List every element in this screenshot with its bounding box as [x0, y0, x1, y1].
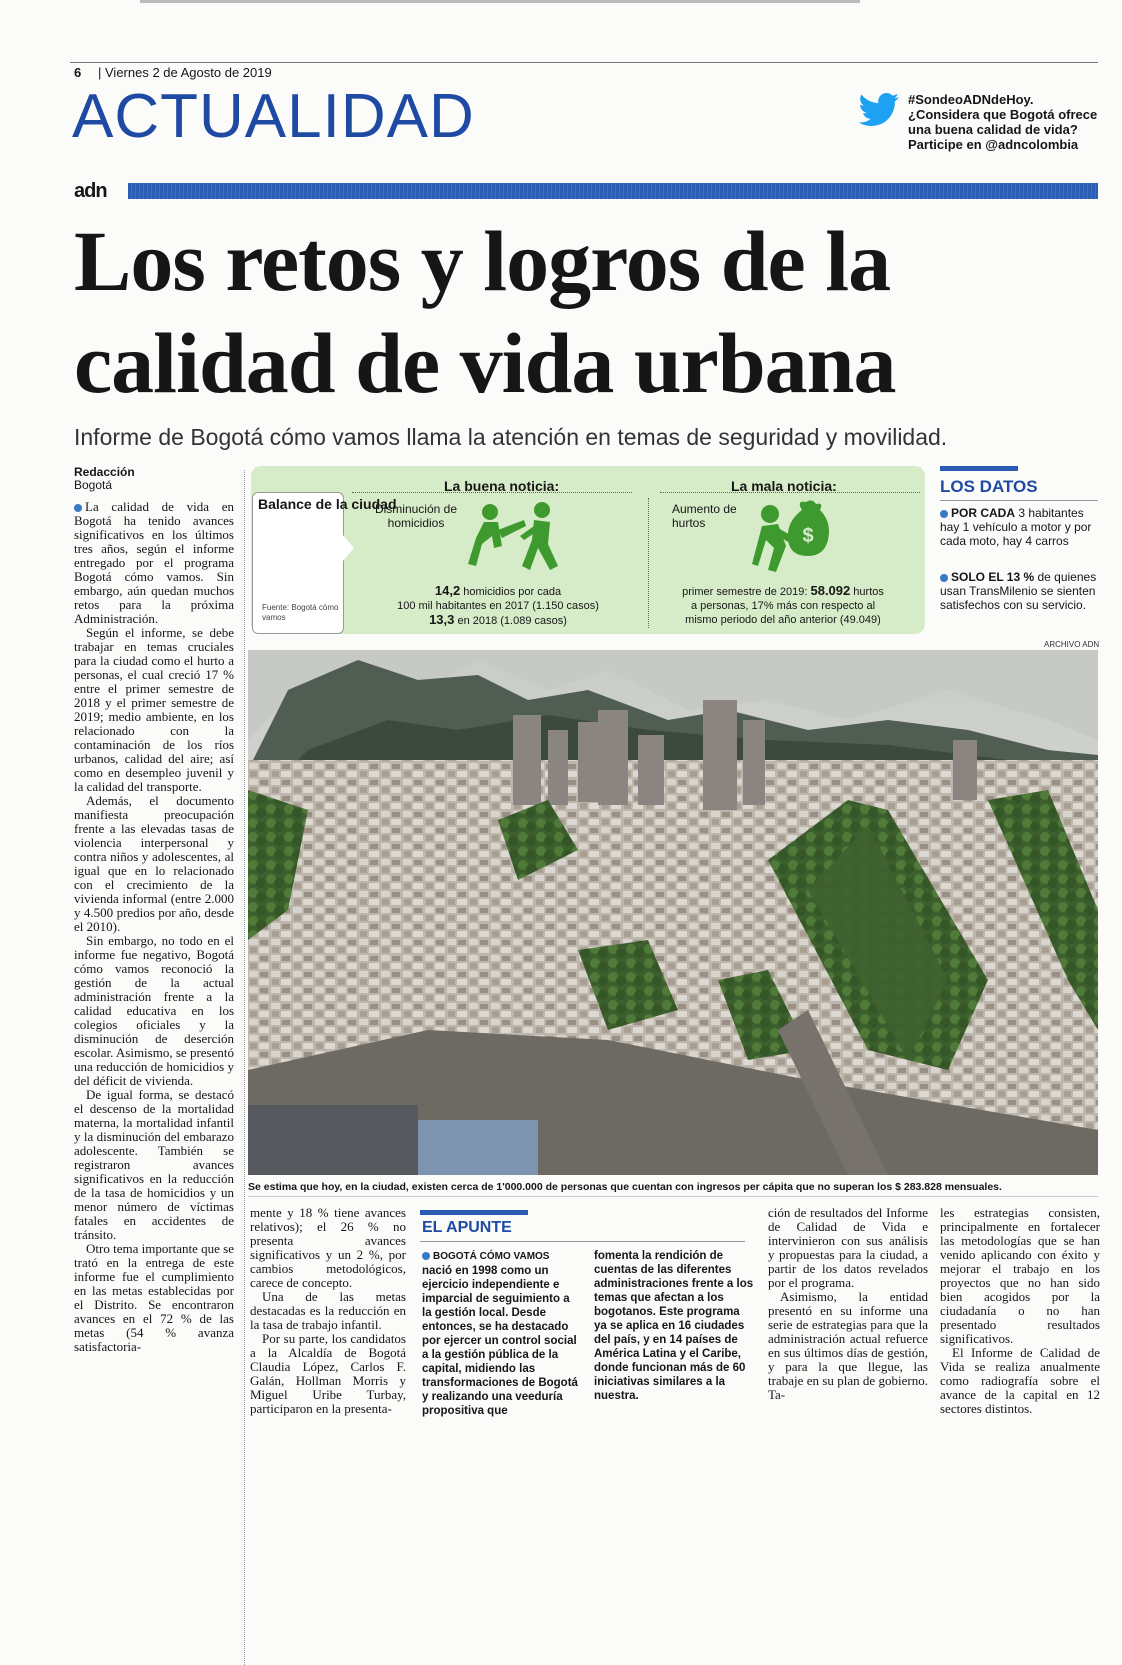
- social-cta[interactable]: Participe en @adncolombia: [908, 137, 1079, 152]
- paragraph: De igual forma, se destacó el descenso de la mortalidad materna, la mortalidad infantil y la disminución del embarazo adolescente. También se registraron avances significativos en la reducción de la tasa de homicidios y un menor número de víctimas fatales en accidentes de tránsito.: [74, 1087, 234, 1242]
- section-title: ACTUALIDAD: [72, 82, 475, 151]
- balance-title: Balance de la ciudad: [258, 496, 397, 512]
- paragraph: Por su parte, los candidatos a la Alcaldía de Bogotá Claudia López, Carlos F. Galán, Hollman Morris y Miguel Uribe Turbay, participaron en la presenta-: [250, 1331, 406, 1416]
- article-column-1: [74, 500, 234, 1354]
- thief-moneybag-icon: [752, 496, 832, 576]
- photo-caption: Se estima que hoy, en la ciudad, existen cerca de 1'000.000 de personas que cuentan con ingresos per cápita que no superan los $ 283.828 mensuales.: [248, 1181, 1002, 1193]
- city-aerial-photo: [248, 650, 1098, 1175]
- bad-news-title: La mala noticia:: [731, 478, 837, 494]
- headline: Los retos y logros de la calidad de vida urbana: [74, 213, 896, 411]
- paragraph: La calidad de vida en Bogotá ha tenido avances significativos en los últimos tres años, según el informe entregado por el programa Bogotá cómo vamos. Sin embargo, aún quedan muchos retos para la próxima Administración.: [74, 499, 234, 626]
- apunte-accent-bar: [420, 1210, 528, 1215]
- bullet-icon: [422, 1252, 430, 1260]
- bullet-icon: [940, 574, 948, 582]
- column-rule: [244, 470, 245, 1665]
- social-prompt: [908, 92, 1108, 152]
- paragraph: les estrategias consisten, principalmente en fortalecer las metodologías que se han venido aplicando con éxito y mejorar el trabajo en los proyectos que no han sido bien acogidos por la ciudadanía o no han presentado resultados significativos.: [940, 1205, 1100, 1346]
- article-column-5: [768, 1206, 928, 1402]
- social-question: ¿Considera que Bogotá ofrece una buena calidad de vida?: [908, 107, 1098, 137]
- apunte-column-1: BOGOTÁ CÓMO VAMOS nació en 1998 como un ejercicio independiente e imparcial de seguimiento a la gestión local. Desde entonces, se ha destacado por ejercer un control social a la gestión pública de la capital, midiendo las transformaciones de Bogotá y realizando una veeduría propositiva que: [422, 1251, 578, 1417]
- balance-arrow: [342, 534, 354, 562]
- byline: [74, 466, 135, 492]
- paragraph: Sin embargo, no todo en el informe fue negativo, Bogotá cómo vamos reconoció la gestión de la actual administración frente a la calidad educativa en los colegios oficiales y la disminución de deserción escolar. Asimismo, se presentó una reducción de homicidios y del déficit de vivienda.: [74, 933, 234, 1088]
- twitter-icon: [858, 93, 900, 129]
- adn-logo: adn: [74, 180, 107, 202]
- good-news-title: La buena noticia:: [444, 478, 560, 494]
- dotted-rule: [352, 492, 632, 493]
- paragraph: Una de las metas destacadas es la reducción en la tasa de trabajo infantil.: [250, 1289, 406, 1332]
- caption-rule: [248, 1196, 1098, 1197]
- infobox-source: Fuente: Bogotá cómo vamos: [262, 603, 339, 622]
- brand-bar: [128, 183, 1098, 199]
- apunte-title: EL APUNTE: [422, 1219, 512, 1236]
- bullet-icon: [940, 510, 948, 518]
- subtitle: Informe de Bogotá cómo vamos llama la atención en temas de seguridad y movilidad.: [74, 424, 948, 450]
- scan-artifact: [140, 0, 860, 11]
- homicide-label: Disminución de homicidios: [374, 502, 458, 530]
- paragraph: mente y 18 % tiene avances relativos); el 26 % no presenta avances significativos y un 2 %, por cambios metodológicos, carece de concepto.: [250, 1205, 406, 1290]
- theft-label: Aumento de hurtos: [672, 502, 737, 530]
- svg-text:$: $: [802, 525, 814, 547]
- paragraph: Otro tema importante que se trató en la entrega de este informe fue el cumplimiento en las metas establecidas por el Distrito. Se encontraron avances en el 72 % de las metas (54 % avanza satisfactoria-: [74, 1241, 235, 1354]
- datos-rule: [940, 500, 1098, 501]
- dotted-rule: [660, 492, 920, 493]
- datos-accent-bar: [940, 466, 1018, 471]
- paragraph: Según el informe, se debe trabajar en temas cruciales para la ciudad como el hurto a personas, el cual creció 17 % entre el primer semestre de 2018 y el primer semestre de 2019; medio ambiente, en los relacionado con la contaminación de los ríos urbanos, calidad del aire; así como en desempleo juvenil y la calidad del transporte.: [74, 625, 234, 794]
- theft-stats: primer semestre de 2019: 58.092 hurtos a personas, 17% más con respecto al mismo periodo del año anterior (49.049): [682, 583, 884, 626]
- datos-title: LOS DATOS: [940, 477, 1038, 496]
- apunte-column-2: fomenta la rendición de cuentas de las diferentes administraciones frente a los temas que afectan a los bogotanos. Este programa ya se aplica en 16 ciudades del país, y en 14 países de América Latina y el Caribe, donde funcionan más de 60 iniciativas similares a la nuestra.: [594, 1250, 754, 1402]
- paragraph: Además, el documento manifiesta preocupación frente a las elevadas tasas de violencia interpersonal y contra niños y adolescentes, al igual que en lo relacionado con el crecimiento de la vivienda informal (entre 2.000 y 4.500 predios por año, desde el 2010).: [74, 793, 234, 934]
- datos-item: SOLO EL 13 % de quienes usan TransMilenio se sienten satisfechos con su servicio.: [940, 570, 1097, 612]
- hashtag[interactable]: #SondeoADNdeHoy.: [908, 92, 1034, 107]
- homicide-stats: 14,2 homicidios por cada 100 mil habitantes en 2017 (1.150 casos) 13,3 en 2018 (1.089 casos): [397, 583, 599, 627]
- kick-figures-icon: [468, 500, 564, 576]
- photo-credit: ARCHIVO ADN: [1044, 640, 1100, 649]
- infobox-divider: [648, 498, 649, 628]
- datos-item: POR CADA 3 habitantes hay 1 vehículo a motor y por cada moto, hay 4 carros: [940, 506, 1092, 548]
- top-rule: [70, 62, 1098, 63]
- paragraph: Asimismo, la entidad presentó en su informe una serie de estrategias para que la administración actual refuerce en sus últimos días de gestión, y para la que llegue, las trabaje en su plan de gobierno. Ta-: [768, 1289, 928, 1402]
- page-number: 6: [74, 65, 82, 80]
- bullet-icon: [74, 504, 82, 512]
- issue-date: | Viernes 2 de Agosto de 2019: [98, 65, 272, 80]
- byline-city: Bogotá: [74, 478, 113, 492]
- apunte-rule: [420, 1241, 745, 1242]
- article-column-2: [250, 1206, 406, 1416]
- byline-label: Redacción: [74, 465, 135, 479]
- paragraph: ción de resultados del Informe de Calidad de Vida e intervinieron con sus análisis y propuestas para la ciudad, a partir de los datos revelados por el programa.: [768, 1205, 928, 1290]
- article-column-6: [940, 1206, 1100, 1416]
- paragraph: El Informe de Calidad de Vida se realiza anualmente como radiografía sobre el avance de la capital en 12 sectores distintos.: [940, 1345, 1100, 1416]
